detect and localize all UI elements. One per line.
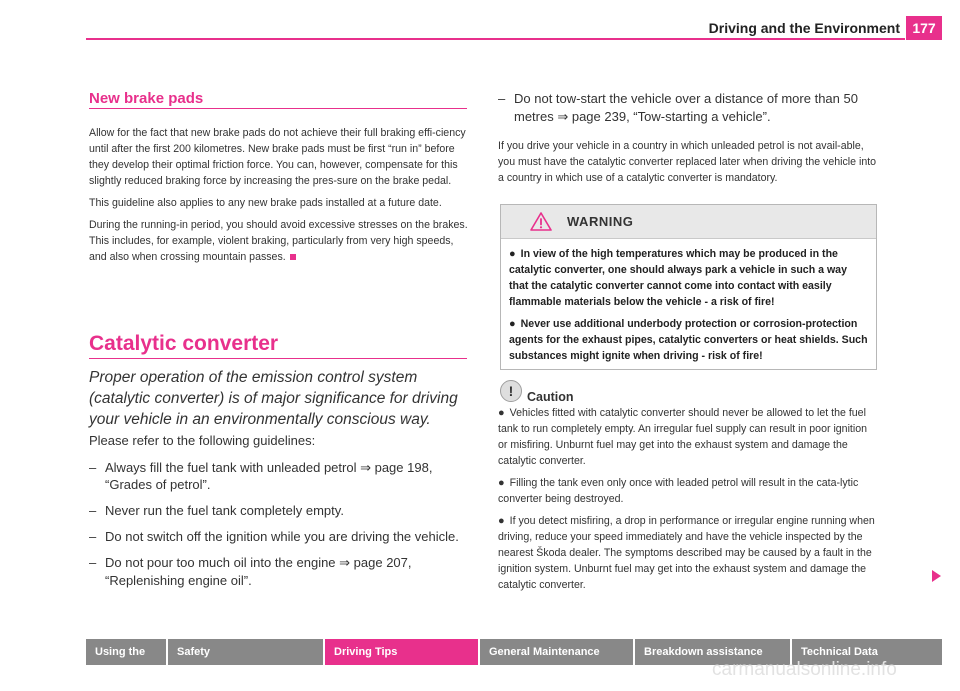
warning-body bbox=[501, 239, 876, 364]
bullet-glyph: ● bbox=[498, 477, 505, 489]
warning-item-text: Never use additional underbody protection or corrosion-protection agents for the exhaust pipes, catalytic converters or heat shields. Such substances might ignite when driving - risk of fire! bbox=[509, 318, 868, 362]
caution-icon: ! bbox=[500, 380, 522, 402]
bullet-glyph: ● bbox=[498, 515, 505, 527]
dash-glyph: – bbox=[89, 555, 97, 571]
warning-item-text: In view of the high temperatures which may be produced in the catalytic converter, one should always park a vehicle in such a way that the catalytic converter cannot come into contact with easily flammable materials below the vehicle - a risk of fire! bbox=[509, 248, 847, 308]
caution-title: Caution bbox=[527, 390, 574, 404]
catalytic-rule bbox=[89, 358, 467, 359]
brake-pads-paragraph: This guideline also applies to any new brake pads installed at a future date. bbox=[89, 197, 442, 209]
brake-pads-paragraph bbox=[89, 217, 469, 265]
nav-tab-breakdown-assistance[interactable]: Breakdown assistance bbox=[635, 639, 790, 665]
guideline-item bbox=[89, 554, 473, 589]
caution-item-text: Vehicles fitted with catalytic converter should never be allowed to let the fuel tank to run completely empty. An irregular fuel supply can result in poor ignition or misfiring. Unburnt fuel may get into the exhaust system and damage the catalytic converter. bbox=[498, 407, 868, 467]
guidelines-list-continued bbox=[498, 90, 878, 134]
dash-glyph: – bbox=[498, 91, 506, 106]
guideline-text: Do not switch off the ignition while you are driving the vehicle. bbox=[105, 529, 459, 545]
bullet-glyph: ● bbox=[498, 407, 505, 419]
nav-tab-technical-data[interactable]: Technical Data bbox=[792, 639, 942, 665]
caution-item bbox=[498, 475, 878, 507]
brake-pads-paragraph: Allow for the fact that new brake pads do not achieve their full braking effi-ciency until after the first 200 kilometres. New brake pads must be first “run in” before they develop their optimal friction force. You can, however, compensate for this slightly reduced braking force by increasing the pres-sure on the brake pedal. bbox=[89, 127, 466, 187]
guideline-text: Always fill the fuel tank with unleaded petrol ⇒ page 198, “Grades of petrol”. bbox=[105, 459, 433, 493]
nav-tab-safety[interactable]: Safety bbox=[168, 639, 323, 665]
catalytic-heading: Catalytic converter bbox=[89, 332, 279, 355]
brake-pads-text bbox=[89, 125, 469, 271]
caution-item-text: Filling the tank even only once with leaded petrol will result in the cata-lytic converter being destroyed. bbox=[498, 477, 859, 505]
dash-glyph: – bbox=[89, 503, 97, 519]
warning-title: WARNING bbox=[567, 214, 634, 229]
guidelines-list bbox=[89, 432, 473, 598]
nav-tab-driving-tips[interactable]: Driving Tips bbox=[325, 639, 478, 665]
nav-tab-general-maintenance[interactable]: General Maintenance bbox=[480, 639, 633, 665]
caution-item-text: If you detect misfiring, a drop in performance or irregular engine running when driving, reduce your speed immediately and have the vehicle inspected by the nearest Škoda dealer. The symptoms described may be caused by a fault in the ignition system. Unburnt fuel may get into the exhaust system and damage the catalytic converter. bbox=[498, 515, 875, 591]
bullet-glyph: ● bbox=[509, 248, 516, 260]
guidelines-lead: Please refer to the following guidelines: bbox=[89, 433, 316, 448]
caution-item bbox=[498, 513, 878, 593]
caution-body bbox=[498, 405, 878, 599]
header-rule bbox=[86, 38, 905, 40]
guideline-text: Never run the fuel tank completely empty. bbox=[105, 503, 344, 519]
bullet-glyph: ● bbox=[509, 318, 516, 330]
catalytic-intro: Proper operation of the emission control system (catalytic converter) is of major significance for driving your vehicle in an environmentally conscious way. bbox=[89, 369, 458, 428]
warning-header bbox=[501, 205, 876, 239]
section-end-marker bbox=[290, 254, 296, 260]
dash-glyph: – bbox=[89, 459, 97, 475]
guideline-item bbox=[89, 502, 473, 520]
page-number: 177 bbox=[906, 16, 942, 40]
brake-pads-heading: New brake pads bbox=[89, 90, 204, 107]
warning-box bbox=[500, 204, 877, 370]
next-page-arrow-icon[interactable] bbox=[932, 570, 941, 582]
guideline-item bbox=[89, 528, 473, 546]
brake-pads-paragraph-text: During the running-in period, you should avoid excessive stresses on the brakes. This includes, for example, violent braking, particularly from very high speeds, and also when crossing mountain passes. bbox=[89, 219, 468, 263]
caution-item bbox=[498, 405, 878, 469]
warning-triangle-icon bbox=[530, 212, 552, 236]
dash-glyph: – bbox=[89, 529, 97, 545]
nav-tab-using-the-system[interactable]: Using the system bbox=[86, 639, 166, 665]
brake-pads-rule bbox=[89, 108, 467, 109]
guideline-item bbox=[89, 459, 473, 494]
chapter-title: Driving and the Environment bbox=[708, 20, 900, 36]
guideline-text: Do not tow-start the vehicle over a distance of more than 50 metres ⇒ page 239, “Tow-starting a vehicle”. bbox=[514, 91, 858, 124]
guideline-item bbox=[498, 90, 878, 125]
watermark: carmanualsonline.info bbox=[712, 659, 897, 680]
country-note: If you drive your vehicle in a country in which unleaded petrol is not avail-able, you must have the catalytic converter replaced later when driving the vehicle into a country in which use of a catalytic converter is mandatory. bbox=[498, 140, 877, 184]
guideline-text: Do not pour too much oil into the engine ⇒ page 207, “Replenishing engine oil”. bbox=[105, 555, 412, 589]
warning-item bbox=[509, 246, 868, 310]
warning-item bbox=[509, 316, 868, 364]
